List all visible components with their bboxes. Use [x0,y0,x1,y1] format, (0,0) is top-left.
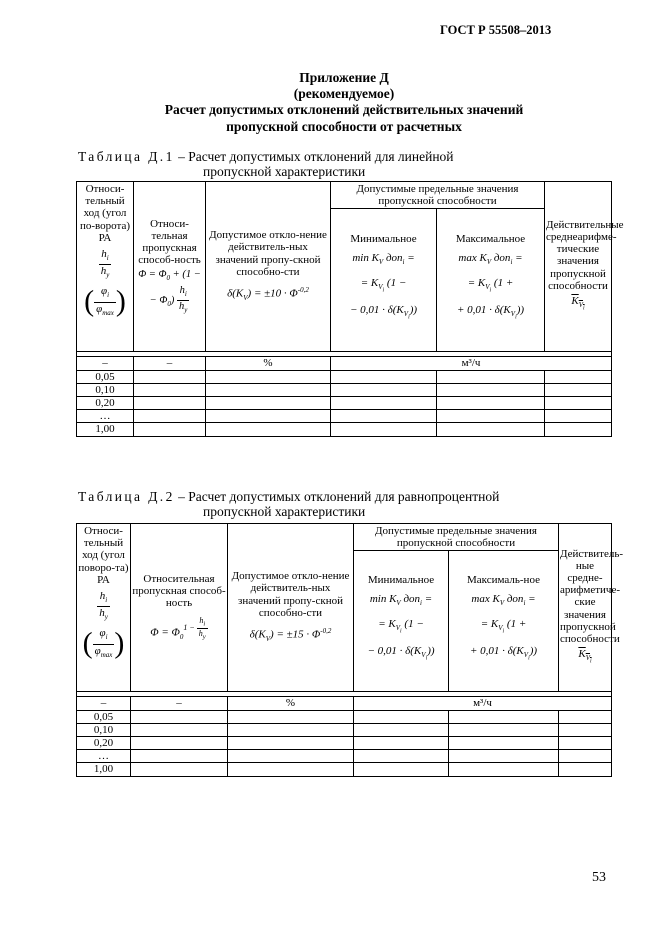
table1-col1-formula-phi: ( $\frac{\varphi_i}{\varphi_{max}}$ ) [84,285,126,319]
table1-col3-formula: $\delta(K_V) = \pm 10 \cdot \Phi^{-0,2}$ [227,286,309,302]
table1-row-label: 0,20 [77,397,134,410]
table2-caption [78,489,499,519]
table1-cell [545,410,612,423]
table1-cell [331,423,437,436]
table1-row-label: … [77,410,134,423]
table2-col1-formula-phi: ( $\frac{\varphi_i}{\varphi_{max}}$ ) [82,627,125,661]
table2-col3-formula: $\delta(K_V) = \pm 15 \cdot \Phi^{-0,2}$ [249,627,332,643]
table2-col5-header [449,551,559,692]
appendix-subtitle: (рекомендуемое) [293,86,395,102]
table1-col2-formula: $\Phi = \Phi_0 + (1$ − − $\Phi_0$) $\frac{h_i}{h_у}$ [138,269,201,314]
table2-col4-title: Минимальное [367,574,435,587]
table1-col1-text: Относи-тельный ход (угол по-ворота) РА [79,183,130,244]
table1-col3-text: Допустимое откло-нение действитель-ных значений пропу-скной способно-сти [209,229,327,278]
table1-col5-formula: $\max K_V$ доп$_i$ = = $K_{V_i}$ (1 + + $0,01 \cdot \delta(K_{V_i})$) [456,252,525,321]
table2-cell [559,763,612,776]
table1-col5-title: Максимальное [455,233,526,246]
table2-col6-symbol: $K_{V_i}$ [578,648,592,665]
table2-col1-text: Относи-тельный ход (угол поворо-та) РА [78,525,129,586]
table1-cell [206,410,331,423]
table2-cell [559,750,612,763]
table1-col1-formula-hi: $\frac{h_i}{h_у}$ [100,248,110,280]
table1-caption [78,149,454,179]
table2-row-label: 0,05 [77,710,131,723]
table2-row-label: 0,10 [77,723,131,736]
table2-cell [131,750,228,763]
table2-row-label: … [77,750,131,763]
table1-row-label: 0,10 [77,383,134,396]
table1-cell [331,383,437,396]
table2-cell [228,723,354,736]
table1-col4-title: Минимальное [350,233,417,246]
table2-cell [228,763,354,776]
table1-cell [206,383,331,396]
table1-caption-line2: пропускной характеристики [203,164,366,179]
table2-unit-col3: % [228,697,354,710]
table2-cell [131,710,228,723]
table1-caption-label: Таблица Д.1 [78,149,175,164]
table2-cell [131,737,228,750]
table1-col2-text: Относи-тельная пропускная способ-ность [138,217,201,267]
table2-cell [228,710,354,723]
table2-cell [228,750,354,763]
table1-cell [206,370,331,383]
table1-cell [545,397,612,410]
table2-cell [354,763,449,776]
table2-cell [228,737,354,750]
table1-cell [437,410,545,423]
table2-col2-formula: $\Phi = \Phi_0^{1 - \frac{h_i}{h_y}}$ [150,615,206,641]
table1-cell [437,383,545,396]
table1-cell [437,370,545,383]
table1-row-label: 0,05 [77,370,134,383]
table1-unit-flow: м³/ч [331,357,612,370]
document-header: ГОСТ Р 55508–2013 [440,23,552,37]
table1-cell [134,397,206,410]
table1-cell [206,397,331,410]
table1-col6-text: Действительные среднеарифме-тические значения пропускной способности [546,218,624,292]
table2-caption-label: Таблица Д.2 [78,489,175,504]
table2-cell [449,763,559,776]
table2-caption-line2: пропускной характеристики [203,504,366,519]
table1-cell [134,423,206,436]
table1-cell [545,423,612,436]
table1-cell [331,397,437,410]
table1-cell [545,370,612,383]
appendix-heading-line1: Расчет допустимых отклонений действительных значений [164,102,524,118]
table2-cell [354,723,449,736]
table2-cell [131,763,228,776]
appendix-title: Приложение Д [299,70,389,85]
table2-col5-formula: $\max K_V$ доп$_i$ = = $K_{V_i}$ (1 + + $0,01 \cdot \delta(K_{V_i})$) [469,593,538,662]
table2-col4-formula: $\min K_V$ доп$_i$ = = $K_{V_i}$ (1 − − $0,01 \cdot \delta(K_{V_i})$) [367,593,435,662]
table1-unit-col1: – [77,357,134,370]
table2-cell [559,737,612,750]
table2-cell [131,723,228,736]
table1-cell [134,383,206,396]
table1-col5-header [437,209,545,352]
table1-row-label: 1,00 [77,423,134,436]
table2-cell [354,737,449,750]
table1-cell [134,410,206,423]
table1-col3-header [206,182,331,352]
table2-cell [559,723,612,736]
table2-cell [354,750,449,763]
table1-cell [134,370,206,383]
table1-unit-col2: – [134,357,206,370]
table2-cell [559,710,612,723]
table2-col3-text: Допустимое откло-нение действитель-ных значений пропу-скной способно-сти [231,570,350,619]
table2-cell [354,710,449,723]
appendix-heading [78,70,610,135]
table2 [76,523,624,777]
table1-cell [331,410,437,423]
table2-col2-header [131,524,228,692]
table2-cell [449,710,559,723]
table2-cell [449,723,559,736]
table2-col2-text: Относительная пропускная способ-ность [132,572,226,610]
table2-cell [449,750,559,763]
table1-col4-formula: $\min K_V$ доп$_i$ = = $K_{V_i}$ (1 − − $0,01 \cdot \delta(K_{V_i})$) [349,252,418,321]
table1-col1-header [77,182,134,352]
table1-col2-header [134,182,206,352]
table1-col6-symbol: $K_{V_i}$ [571,294,585,312]
page-number: 53 [592,870,606,885]
table2-col1-formula-hi: $\frac{h_i}{h_у}$ [99,590,108,622]
table2-col3-header [228,524,354,692]
table2-unit-col2: – [131,697,228,710]
table1-col6-header [545,182,624,352]
table1-cell [545,383,612,396]
appendix-heading-line2: пропускной способности от расчетных [226,118,462,134]
table2-col5-title: Максималь-ное [467,574,540,587]
table2-caption-line1: – Расчет допустимых отклонений для равнопроцентной [174,489,500,504]
table1-cell [206,423,331,436]
table2-unit-flow: м³/ч [354,697,612,710]
table2-col6-text: Действитель-ные средне-арифметиче-ские значения пропускной способности [560,547,624,645]
table2-col6-header [559,524,624,692]
table2-row-label: 1,00 [77,763,131,776]
table1-group-header: Допустимые предельные значения пропускной способности [331,182,545,209]
table1-caption-line1: – Расчет допустимых отклонений для линейной [174,149,454,164]
table1-cell [437,397,545,410]
table2-unit-col1: – [77,697,131,710]
table1 [76,181,624,437]
table2-group-header: Допустимые предельные значения пропускной способности [354,524,559,551]
table1-col4-header [331,209,437,352]
table2-row-label: 0,20 [77,737,131,750]
table1-cell [437,423,545,436]
table2-col4-header [354,551,449,692]
table1-cell [331,370,437,383]
table1-unit-col3: % [206,357,331,370]
table2-col1-header [77,524,131,692]
table2-cell [449,737,559,750]
